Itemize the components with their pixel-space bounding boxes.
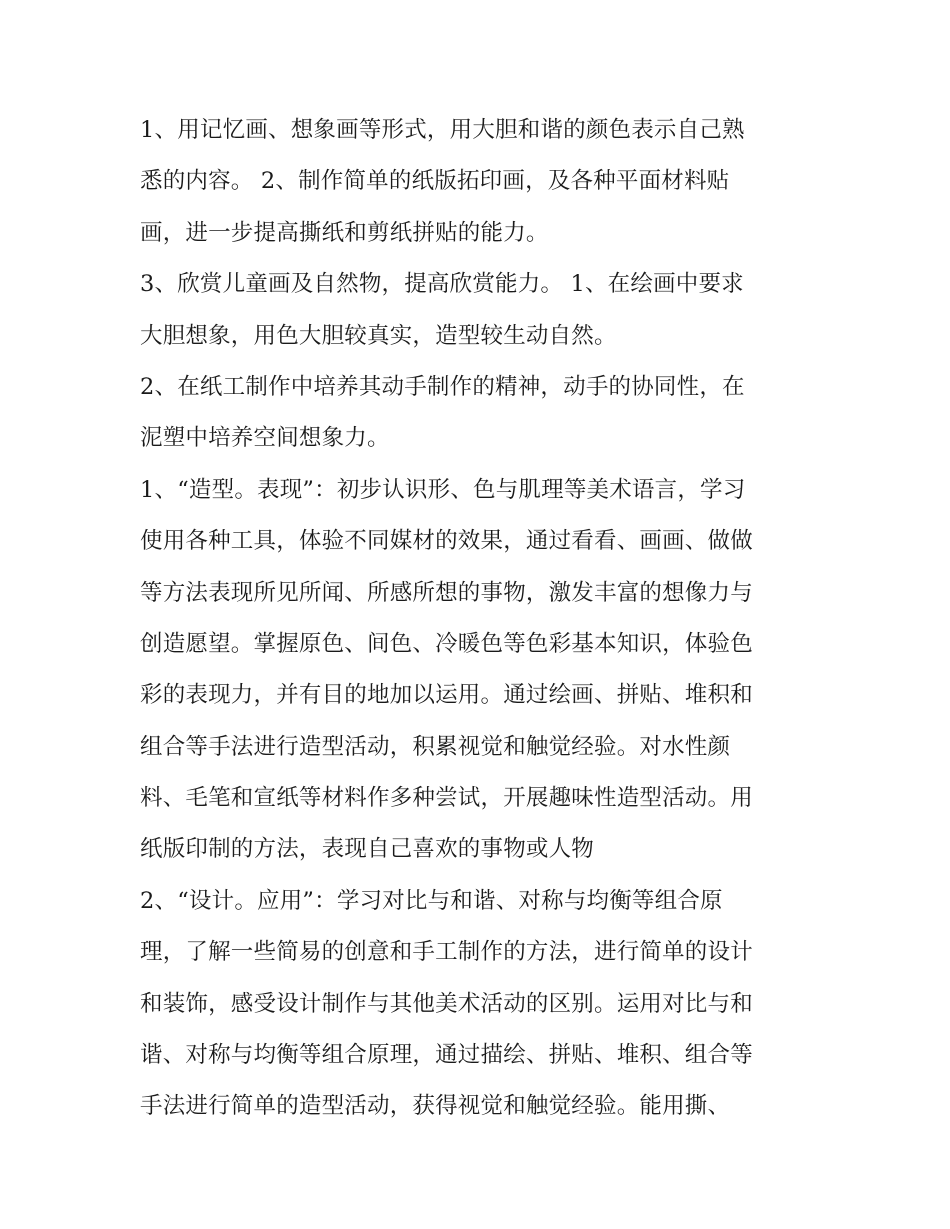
text-line: 2、在纸工制作中培养其动手制作的精神，动手的协同性，在 — [140, 373, 745, 400]
text-line: 理，了解一些简易的创意和手工制作的方法，进行简单的设计 — [140, 939, 753, 966]
text-line: 2、“设计。应用”：学习对比与和谐、对称与均衡等组合原 — [140, 887, 723, 914]
text-line: 纸版印制的方法，表现自己喜欢的事物或人物 — [140, 836, 595, 863]
text-line: 大胆想象，用色大胆较真实，造型较生动自然。 — [140, 322, 617, 349]
text-line: 谐、对称与均衡等组合原理，通过描绘、拼贴、堆积、组合等 — [140, 1042, 753, 1069]
text-line: 悉的内容。 2、制作简单的纸版拓印画，及各种平面材料贴 — [140, 168, 730, 195]
text-line: 泥塑中培养空间想象力。 — [140, 425, 390, 452]
text-line: 使用各种工具，体验不同媒材的效果，通过看看、画画、做做 — [140, 528, 753, 555]
text-line: 画，进一步提高撕纸和剪纸拼贴的能力。 — [140, 219, 549, 246]
text-line: 组合等手法进行造型活动，积累视觉和触觉经验。对水性颜 — [140, 733, 731, 760]
text-line: 1、“造型。表现”：初步认识形、色与肌理等美术语言，学习 — [140, 476, 746, 503]
document-body — [140, 105, 820, 1133]
text-line: 和装饰，感受设计制作与其他美术活动的区别。运用对比与和 — [140, 990, 753, 1017]
text-line: 1、用记忆画、想象画等形式，用大胆和谐的颜色表示自己熟 — [140, 117, 745, 143]
text-line: 3、欣赏儿童画及自然物，提高欣赏能力。 1、在绘画中要求 — [140, 271, 744, 298]
text-line: 手法进行简单的造型活动，获得视觉和触觉经验。能用撕、 — [140, 1093, 731, 1120]
text-line: 等方法表现所见所闻、所感所想的事物，激发丰富的想像力与 — [140, 579, 753, 606]
text-line: 料、毛笔和宣纸等材料作多种尝试，开展趣味性造型活动。用 — [140, 785, 753, 812]
text-line: 彩的表现力，并有目的地加以运用。通过绘画、拼贴、堆积和 — [140, 682, 753, 709]
text-line: 创造愿望。掌握原色、间色、冷暖色等色彩基本知识，体验色 — [140, 630, 753, 657]
